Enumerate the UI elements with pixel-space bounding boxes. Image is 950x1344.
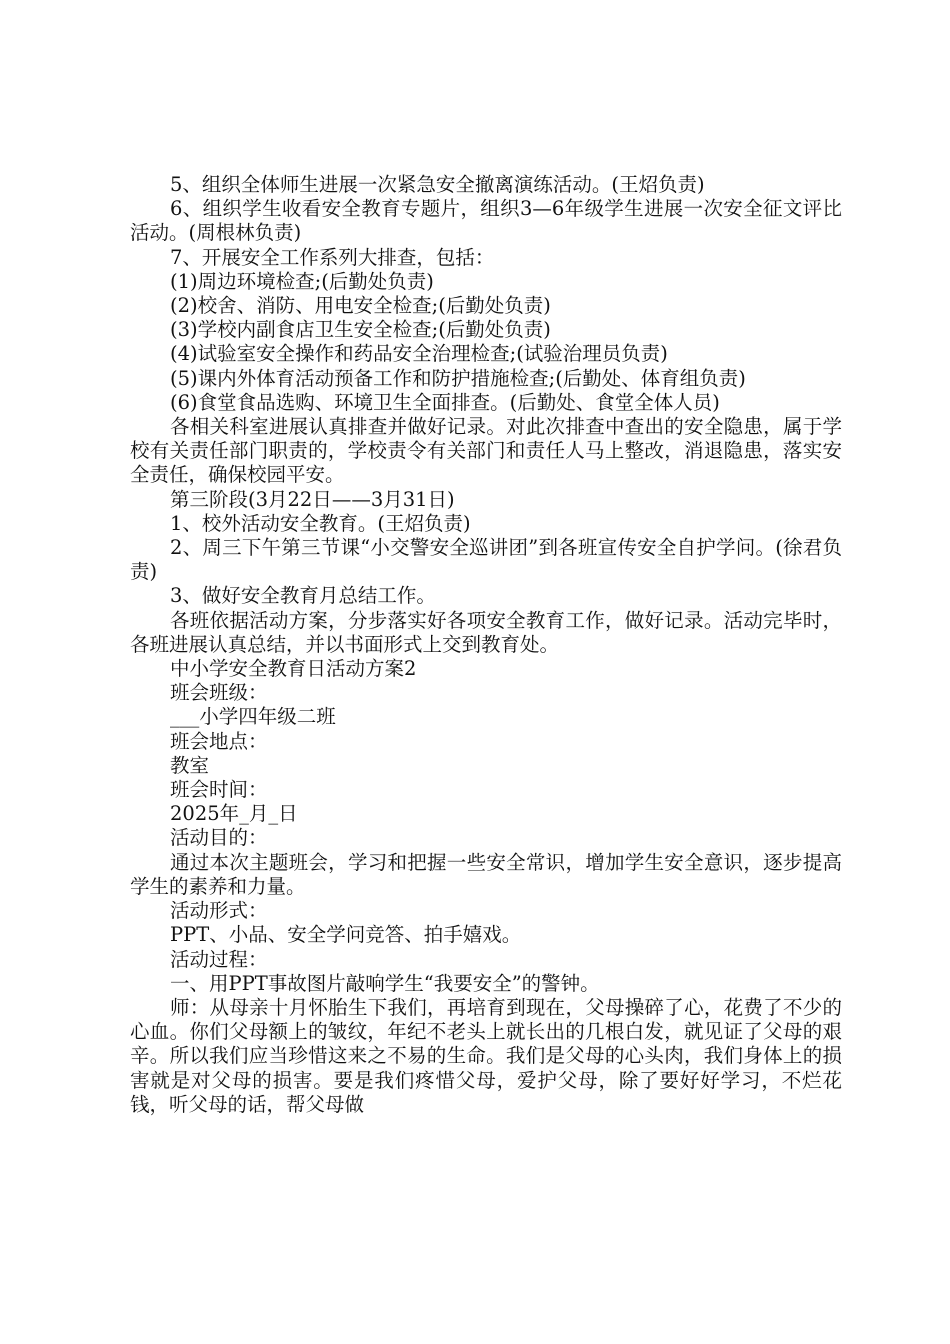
paragraph: 5、组织全体师生进展一次紧急安全撤离演练活动。(王炤负责) — [170, 173, 705, 196]
field-label: 活动形式： — [170, 899, 268, 923]
paragraph: 2、周三下午第三节课“小交警安全巡讲团”到各班宣传安全自护学问。(徐君负责) — [130, 536, 842, 584]
paragraph: 3、做好安全教育月总结工作。 — [170, 584, 436, 608]
field-label: 活动过程： — [170, 947, 268, 971]
field-value: PPT、小品、安全学问竞答、拍手嬉戏。 — [170, 923, 522, 947]
paragraph: (5)课内外体育活动预备工作和防护措施检查;(后勤处、体育组负责) — [170, 366, 746, 390]
field-label: 班会班级： — [170, 681, 268, 705]
field-label: 活动目的： — [170, 826, 268, 850]
document-body — [130, 173, 842, 1117]
document-subtitle: 中小学安全教育日活动方案2 — [170, 657, 417, 681]
field-label: 班会时间： — [170, 778, 268, 802]
paragraph: 1、校外活动安全教育。(王炤负责) — [170, 511, 471, 535]
paragraph: (4)试验室安全操作和药品安全治理检查;(试验治理员负责) — [170, 342, 668, 366]
paragraph: 7、开展安全工作系列大排查，包括： — [170, 245, 495, 269]
field-value: ___小学四年级二班 — [170, 705, 336, 729]
field-value: 教室 — [170, 753, 210, 777]
paragraph: (6)食堂食品选购、环境卫生全面排查。(后勤处、食堂全体人员) — [170, 390, 720, 414]
paragraph: 一、用PPT事故图片敲响学生“我要安全”的警钟。 — [170, 971, 600, 995]
paragraph: 师：从母亲十月怀胎生下我们，再培育到现在，父母操碎了心，花费了不少的心血。你们父母额上的皱纹，年纪不老头上就长出的几根白发，就见证了父母的艰辛。所以我们应当珍惜这来之不易的生命。我们是父母的心头肉，我们身体上的损害就是对父母的损害。要是我们疼惜父母，爱护父母，除了要好好学习，不烂花钱，听父母的话，帮父母做 — [130, 995, 842, 1116]
paragraph: 各班依据活动方案，分步落实好各项安全教育工作，做好记录。活动完毕时，各班进展认真总结，并以书面形式上交到教育处。 — [130, 608, 842, 656]
section-heading: 第三阶段(3月22日——3月31日) — [170, 487, 455, 511]
field-value: 2025年_月_日 — [170, 802, 298, 826]
paragraph: 6、组织学生收看安全教育专题片，组织3—6年级学生进展一次安全征文评比活动。(周根林负责) — [130, 197, 842, 245]
paragraph: 通过本次主题班会，学习和把握一些安全常识，增加学生安全意识，逐步提高学生的素养和力量。 — [130, 850, 842, 898]
paragraph: (1)周边环境检查;(后勤处负责) — [170, 269, 434, 293]
paragraph: (3)学校内副食店卫生安全检查;(后勤处负责) — [170, 318, 551, 342]
paragraph: (2)校舍、消防、用电安全检查;(后勤处负责) — [170, 294, 551, 318]
field-label: 班会地点： — [170, 729, 268, 753]
paragraph: 各相关科室进展认真排查并做好记录。对此次排查中查出的安全隐患，属于学校有关责任部门职责的，学校责令有关部门和责任人马上整改，消退隐患，落实安全责任，确保校园平安。 — [130, 415, 842, 487]
